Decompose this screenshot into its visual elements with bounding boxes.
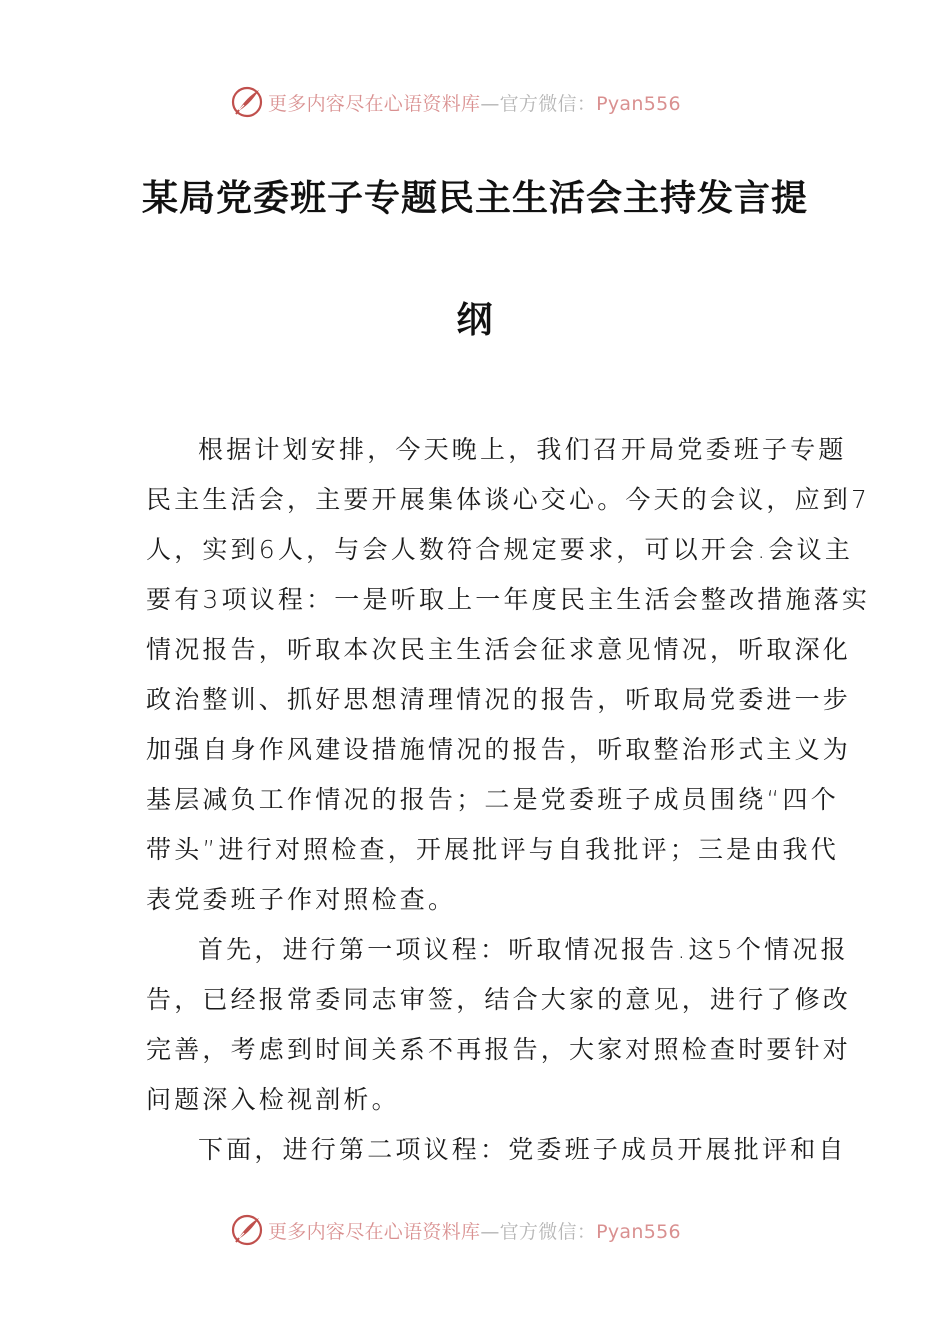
body-line: 根据计划安排，今天晚上，我们召开局党委班子专题 — [198, 435, 847, 464]
body-line: 表党委班子作对照检查。 — [146, 885, 457, 914]
body-line: 情况报告，听取本次民主生活会征求意见情况，听取深化 — [146, 635, 852, 664]
banner-wechat-account: Pyan556 — [596, 1220, 681, 1243]
quill-pen-logo-icon — [230, 1213, 264, 1247]
body-line: 完善，考虑到时间关系不再报告，大家对照检查时要针对 — [146, 1035, 852, 1064]
banner-text — [268, 1217, 681, 1244]
banner-library-name: 更多内容尽在心语资料库 — [268, 1220, 481, 1243]
body-line: 下面，进行第二项议程：党委班子成员开展批评和自 — [198, 1135, 847, 1164]
body-line: 民主生活会，主要开展集体谈心交心。今天的会议，应到7 — [146, 485, 871, 514]
body-line: 基层减负工作情况的报告；二是党委班子成员围绕“四个 — [146, 785, 839, 814]
body-line: 人，实到6人，与会人数符合规定要求，可以开会.会议主 — [146, 535, 854, 564]
banner-library-name: 更多内容尽在心语资料库 — [268, 92, 481, 115]
banner-wechat-account: Pyan556 — [596, 92, 681, 115]
document-title-line-2: 纲 — [456, 299, 494, 341]
banner-text — [268, 89, 681, 116]
body-line: 首先，进行第一项议程：听取情况报告.这5个情况报 — [198, 935, 849, 964]
header-banner — [230, 84, 750, 120]
body-line: 带头”进行对照检查，开展批评与自我批评；三是由我代 — [146, 835, 839, 864]
banner-wechat-label: —官方微信： — [480, 92, 597, 115]
body-line: 告，已经报常委同志审签，结合大家的意见，进行了修改 — [146, 985, 852, 1014]
body-line: 政治整训、抓好思想清理情况的报告，听取局党委进一步 — [146, 685, 852, 714]
body-line: 要有3项议程：一是听取上一年度民主生活会整改措施落实 — [146, 585, 871, 614]
footer-banner — [230, 1212, 750, 1248]
quill-pen-logo-icon — [230, 85, 264, 119]
banner-wechat-label: —官方微信： — [480, 1220, 597, 1243]
document-title-line-1: 某局党委班子专题民主生活会主持发言提 — [141, 177, 808, 219]
body-line: 问题深入检视剖析。 — [146, 1085, 400, 1114]
body-line: 加强自身作风建设措施情况的报告，听取整治形式主义为 — [146, 735, 852, 764]
